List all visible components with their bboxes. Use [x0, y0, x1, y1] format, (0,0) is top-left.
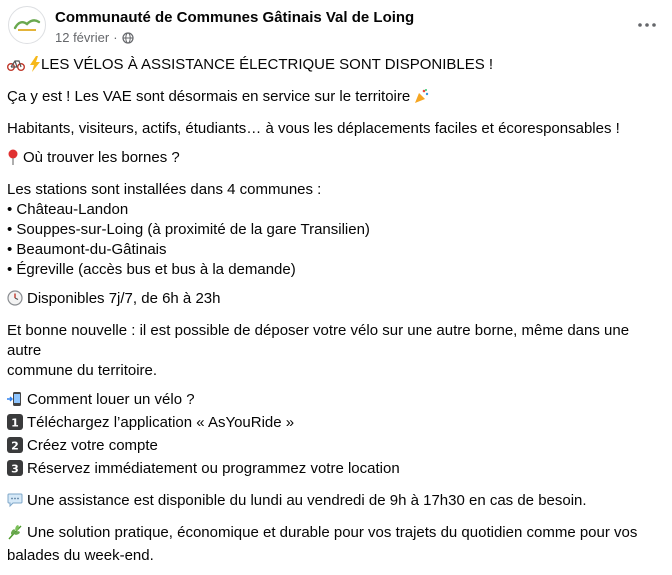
audience-paragraph	[7, 119, 665, 139]
herb-icon	[7, 524, 23, 546]
step-item	[7, 436, 665, 459]
closing-text: Une solution pratique, économique et durable pour vos trajets du quotidien comme pour vos	[27, 524, 638, 541]
more-options-button[interactable]	[632, 10, 662, 40]
assistance-paragraph	[7, 491, 665, 514]
how-paragraph	[7, 390, 665, 482]
how-title-line	[7, 390, 665, 413]
keycap-3-icon	[7, 460, 23, 482]
page-name[interactable]: Communauté de Communes Gâtinais Val de Loing	[55, 9, 415, 26]
headline-text: LES VÉLOS À ASSISTANCE ÉLECTRIQUE SONT DISPONIBLES !	[41, 56, 494, 73]
party-popper-icon	[414, 88, 430, 110]
step-number: 2	[11, 439, 19, 453]
station-item: • Souppes-sur-Loing (à proximité de la gare Transilien)	[7, 221, 370, 238]
post-meta	[55, 30, 134, 45]
station-item: • Beaumont-du-Gâtinais	[7, 241, 167, 258]
post-date[interactable]: 12 février	[55, 30, 110, 45]
step-item	[7, 459, 665, 482]
where-paragraph	[7, 148, 665, 171]
where-title: Où trouver les bornes ?	[23, 149, 180, 166]
step-text: Réservez immédiatement ou programmez votre location	[27, 460, 400, 477]
stations-intro: Les stations sont installées dans 4 communes :	[7, 181, 322, 198]
closing-line	[7, 523, 665, 546]
keycap-1-icon	[7, 414, 23, 436]
pin-icon	[7, 149, 19, 171]
step-number: 1	[11, 416, 19, 430]
globe-icon	[122, 32, 134, 44]
lightning-icon	[29, 56, 41, 78]
good-news-line: commune du territoire.	[7, 362, 158, 379]
station-item: • Égreville (accès bus et bus à la demande)	[7, 261, 296, 278]
how-title: Comment louer un vélo ?	[27, 391, 195, 408]
page-logo-icon	[12, 16, 42, 34]
stations-paragraph	[7, 180, 665, 280]
intro-paragraph	[7, 87, 665, 110]
step-item	[7, 413, 665, 436]
step-text: Créez votre compte	[27, 437, 158, 454]
mobile-phone-icon	[7, 391, 23, 413]
bicycle-icon	[7, 58, 25, 78]
closing-line: balades du week-end.	[7, 547, 154, 564]
audience-text: Habitants, visiteurs, actifs, étudiants… à vous les déplacements faciles et écoresponsables !	[7, 120, 620, 137]
post-header	[8, 6, 664, 46]
step-text: Téléchargez l’application « AsYouRide »	[27, 414, 295, 431]
step-number: 3	[11, 462, 19, 476]
post-body	[7, 55, 665, 575]
more-options-icon	[638, 23, 656, 27]
station-item: • Château-Landon	[7, 201, 129, 218]
clock-icon	[7, 290, 23, 312]
good-news-line: Et bonne nouvelle : il est possible de déposer votre vélo sur une autre borne, même dans une autre	[7, 322, 630, 359]
good-news-paragraph	[7, 321, 665, 381]
page-avatar[interactable]	[8, 6, 46, 44]
assistance-text: Une assistance est disponible du lundi au vendredi de 9h à 17h30 en cas de besoin.	[27, 492, 587, 509]
hours-paragraph	[7, 289, 665, 312]
closing-paragraph	[7, 523, 665, 566]
keycap-2-icon	[7, 437, 23, 459]
intro-text: Ça y est ! Les VAE sont désormais en service sur le territoire	[7, 88, 411, 105]
headline-paragraph	[7, 55, 665, 78]
meta-separator: ·	[113, 30, 118, 45]
speech-bubble-icon	[7, 492, 23, 514]
hours-text: Disponibles 7j/7, de 6h à 23h	[27, 290, 221, 307]
